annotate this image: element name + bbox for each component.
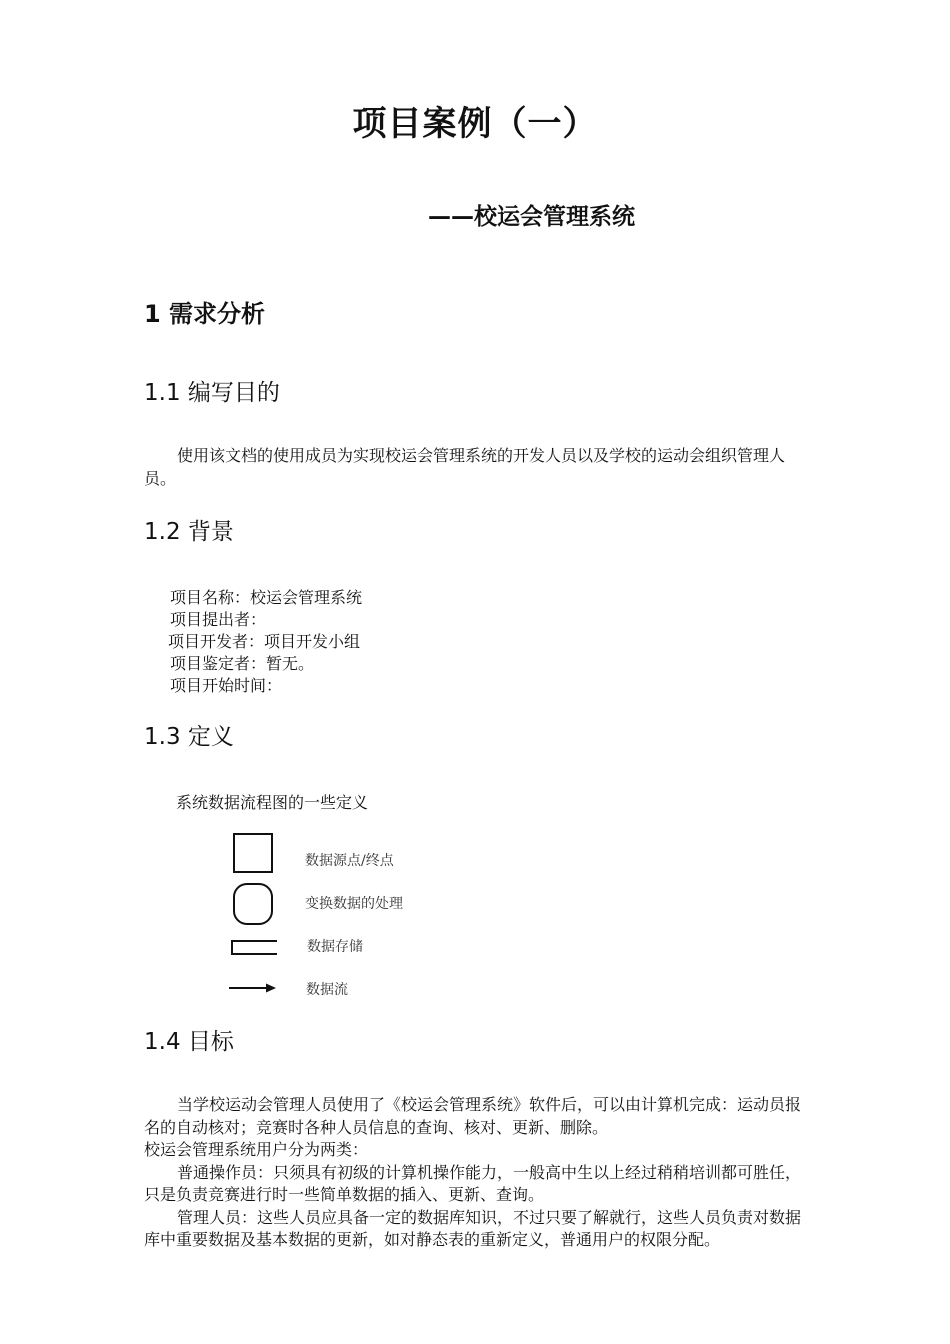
section-heading-definition: 1.3 定义	[144, 724, 234, 750]
section-heading-goal: 1.4 目标	[144, 1029, 234, 1055]
goal-paragraph-1: 当学校运动会管理人员使用了《校运会管理系统》软件后，可以由计算机完成：运动员报名的自动核对；竞赛时各种人员信息的查询、核对、更新、删除。	[144, 1095, 802, 1137]
section-heading-purpose: 1.1 编写目的	[144, 380, 280, 406]
rounded-rect-icon	[233, 883, 273, 925]
legend-label-flow: 数据流	[306, 982, 348, 998]
arrow-icon	[228, 981, 278, 995]
goal-paragraph-2: 校运会管理系统用户分为两类：	[144, 1140, 369, 1159]
legend-label-process: 变换数据的处理	[305, 896, 403, 912]
legend-label-source: 数据源点/终点	[305, 853, 394, 869]
purpose-text: 使用该文档的使用成员为实现校运会管理系统的开发人员以及学校的运动会组织管理人员。	[144, 446, 786, 488]
purpose-paragraph	[144, 445, 810, 490]
project-proposer-line: 项目提出者：	[170, 610, 267, 629]
legend-label-store: 数据存储	[307, 939, 363, 955]
open-rect-icon	[231, 940, 277, 955]
goal-paragraphs	[144, 1094, 810, 1252]
document-subtitle: ——校运会管理系统	[428, 204, 635, 230]
goal-paragraph-3: 普通操作员：只须具有初级的计算机操作能力，一般高中生以上经过稍稍培训都可胜任，只是负责竞赛进行时一些简单数据的插入、更新、查询。	[144, 1162, 802, 1204]
document-title: 项目案例（一）	[352, 104, 598, 144]
section-heading-background: 1.2 背景	[144, 519, 234, 545]
project-appraiser-line: 项目鉴定者：暂无。	[170, 654, 315, 673]
project-name-line: 项目名称：校运会管理系统	[170, 588, 363, 607]
definition-intro: 系统数据流程图的一些定义	[176, 793, 369, 812]
goal-paragraph-4: 管理人员：这些人员应具备一定的数据库知识，不过只要了解就行，这些人员负责对数据库中重要数据及基本数据的更新，如对静态表的重新定义，普通用户的权限分配。	[144, 1207, 802, 1249]
project-start-time-line: 项目开始时间：	[170, 676, 283, 695]
square-icon	[233, 833, 273, 873]
section-heading-requirements: 1 需求分析	[144, 300, 266, 328]
project-developer-line: 项目开发者：项目开发小组	[168, 632, 361, 651]
